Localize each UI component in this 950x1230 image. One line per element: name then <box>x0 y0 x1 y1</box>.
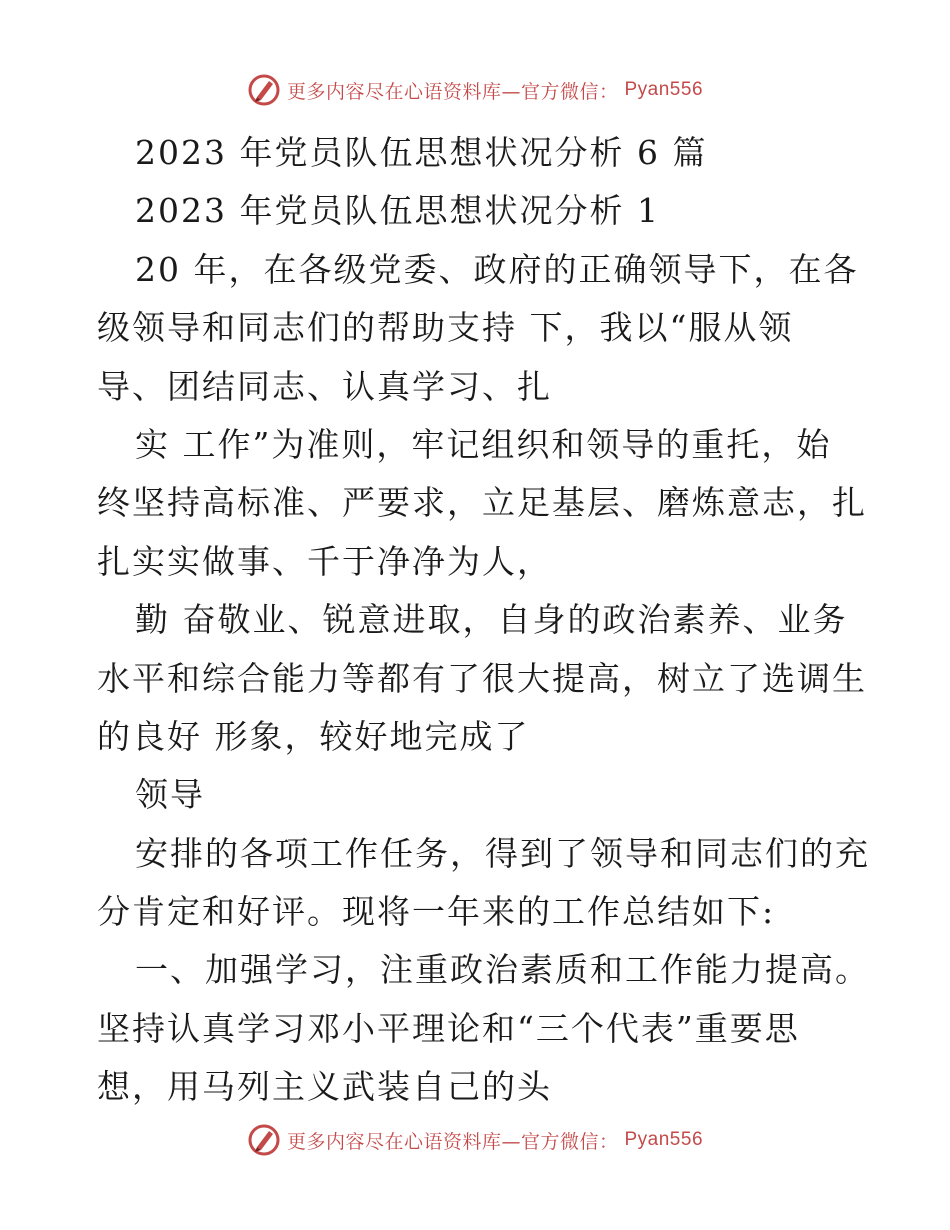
document-body <box>97 124 870 1117</box>
text-line: 一、加强学习，注重政治素质和工作能力提高。 <box>135 950 870 990</box>
text-line: 2023 年党员队伍思想状况分析 1 <box>135 191 660 231</box>
text-line: 2023 年党员队伍思想状况分析 6 篇 <box>135 133 708 172</box>
footer-watermark <box>0 1120 950 1160</box>
watermark-wechat-id: Pyan556 <box>624 1129 704 1150</box>
text-line: 水平和综合能力等都有了很大提高，树立了选调生 <box>97 658 867 698</box>
text-line: 导、团结同志、认真学习、扎 <box>97 366 552 406</box>
text-line: 实 工作”为准则，牢记组织和领导的重托，始 <box>135 424 832 464</box>
pen-logo-icon <box>247 1123 281 1157</box>
text-line: 分肯定和好评。现将一年来的工作总结如下: <box>97 892 776 932</box>
watermark-wechat-id: Pyan556 <box>624 79 704 100</box>
text-line: 安排的各项工作任务，得到了领导和同志们的充 <box>135 833 870 873</box>
text-line: 想，用马列主义武装自己的头 <box>97 1067 552 1107</box>
pen-logo-icon <box>247 73 281 107</box>
text-line: 领导 <box>135 775 205 815</box>
text-line: 勤 奋敬业、锐意进取，自身的政治素养、业务 <box>135 600 848 640</box>
text-line: 扎实实做事、千于净净为人， <box>97 541 552 581</box>
text-line: 终坚持高标准、严要求，立足基层、磨炼意志，扎 <box>97 483 867 523</box>
text-line: 的良好 形象，较好地完成了 <box>97 716 530 756</box>
text-line: 级领导和同志们的帮助支持 下，我以“服从领 <box>97 308 794 348</box>
text-line: 20 年，在各级党委、政府的正确领导下，在各 <box>135 249 859 289</box>
watermark-text: 更多内容尽在心语资料库—官方微信： <box>286 1130 619 1153</box>
header-watermark <box>0 70 950 110</box>
text-line: 坚持认真学习邓小平理论和“三个代表”重要思 <box>97 1008 800 1048</box>
watermark-text: 更多内容尽在心语资料库—官方微信： <box>286 80 619 103</box>
